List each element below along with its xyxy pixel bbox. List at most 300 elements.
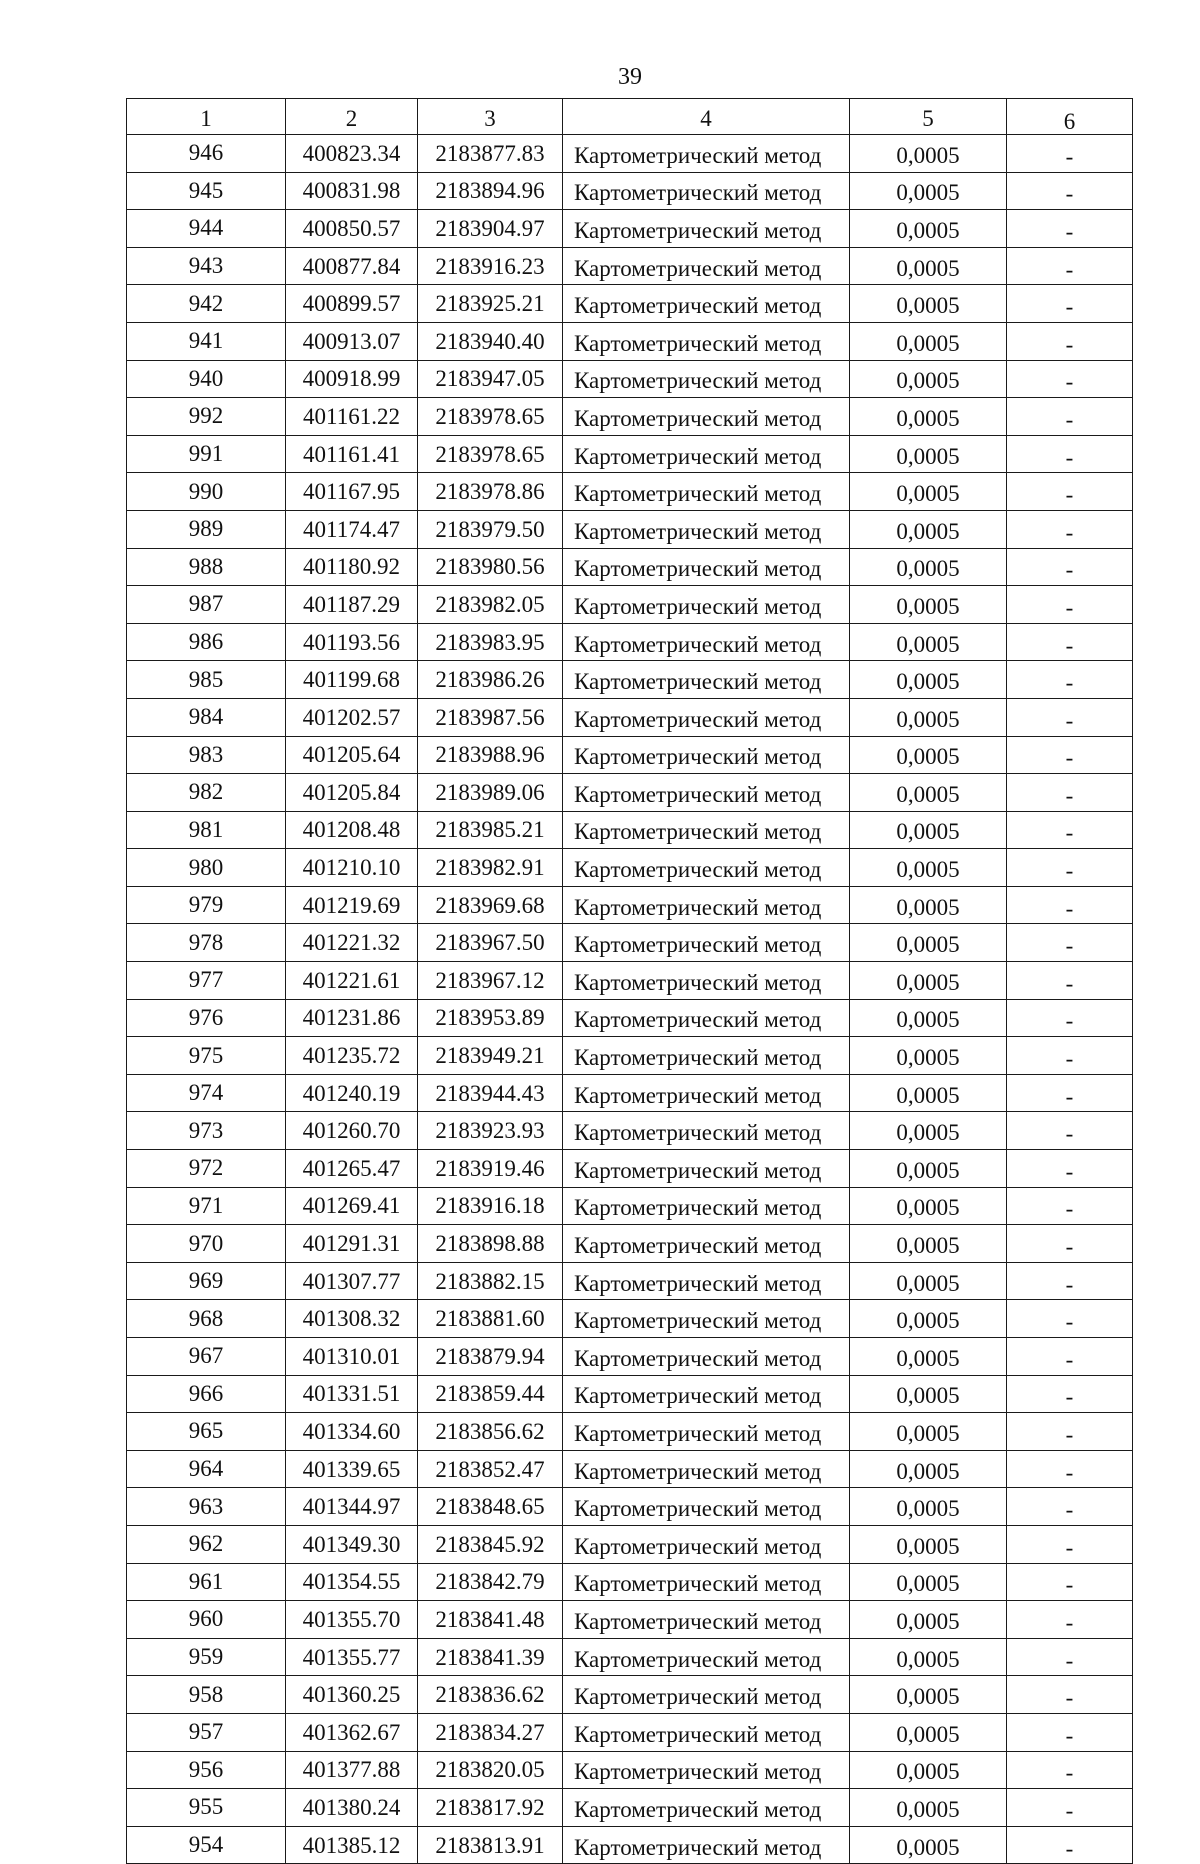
y-coordinate-cell: 2183988.96 (418, 736, 563, 774)
point-number-cell: 991 (127, 435, 286, 473)
note-cell: - (1007, 1338, 1133, 1376)
point-number-cell: 967 (127, 1338, 286, 1376)
point-number-cell: 955 (127, 1789, 286, 1827)
method-cell: Картометрический метод (563, 398, 850, 436)
method-cell: Картометрический метод (563, 510, 850, 548)
y-coordinate-cell: 2183834.27 (418, 1713, 563, 1751)
page-number: 39 (618, 64, 642, 90)
accuracy-cell: 0,0005 (850, 398, 1007, 436)
point-number-cell: 971 (127, 1187, 286, 1225)
y-coordinate-cell: 2183813.91 (418, 1826, 563, 1864)
table-row (127, 435, 1133, 473)
note-cell: - (1007, 398, 1133, 436)
point-number-cell: 988 (127, 548, 286, 586)
table-row (127, 398, 1133, 436)
note-cell: - (1007, 623, 1133, 661)
table-row (127, 586, 1133, 624)
y-coordinate-cell: 2183919.46 (418, 1150, 563, 1188)
table-row (127, 285, 1133, 323)
table-row (127, 1713, 1133, 1751)
table-row (127, 1225, 1133, 1263)
method-cell: Картометрический метод (563, 172, 850, 210)
x-coordinate-cell: 400831.98 (286, 172, 418, 210)
x-coordinate-cell: 400850.57 (286, 210, 418, 248)
note-cell: - (1007, 1225, 1133, 1263)
note-cell: - (1007, 999, 1133, 1037)
point-number-cell: 975 (127, 1037, 286, 1075)
note-cell: - (1007, 1563, 1133, 1601)
accuracy-cell: 0,0005 (850, 1375, 1007, 1413)
table-row (127, 774, 1133, 812)
x-coordinate-cell: 401269.41 (286, 1187, 418, 1225)
note-cell: - (1007, 1450, 1133, 1488)
note-cell: - (1007, 1375, 1133, 1413)
table-row (127, 1074, 1133, 1112)
table-row (127, 135, 1133, 173)
x-coordinate-cell: 401208.48 (286, 811, 418, 849)
method-cell: Картометрический метод (563, 1225, 850, 1263)
x-coordinate-cell: 401221.61 (286, 962, 418, 1000)
coordinates-table (126, 98, 1133, 1864)
method-cell: Картометрический метод (563, 886, 850, 924)
x-coordinate-cell: 401307.77 (286, 1262, 418, 1300)
point-number-cell: 962 (127, 1525, 286, 1563)
point-number-cell: 985 (127, 661, 286, 699)
table-row (127, 1338, 1133, 1376)
table-row (127, 510, 1133, 548)
method-cell: Картометрический метод (563, 1074, 850, 1112)
x-coordinate-cell: 401355.77 (286, 1638, 418, 1676)
x-coordinate-cell: 401235.72 (286, 1037, 418, 1075)
accuracy-cell: 0,0005 (850, 736, 1007, 774)
table-row (127, 210, 1133, 248)
table-row (127, 322, 1133, 360)
accuracy-cell: 0,0005 (850, 1037, 1007, 1075)
accuracy-cell: 0,0005 (850, 886, 1007, 924)
accuracy-cell: 0,0005 (850, 1150, 1007, 1188)
y-coordinate-cell: 2183987.56 (418, 698, 563, 736)
x-coordinate-cell: 401221.32 (286, 924, 418, 962)
method-cell: Картометрический метод (563, 360, 850, 398)
method-cell: Картометрический метод (563, 811, 850, 849)
x-coordinate-cell: 401310.01 (286, 1338, 418, 1376)
y-coordinate-cell: 2183882.15 (418, 1262, 563, 1300)
point-number-cell: 942 (127, 285, 286, 323)
method-cell: Картометрический метод (563, 1525, 850, 1563)
x-coordinate-cell: 401360.25 (286, 1676, 418, 1714)
point-number-cell: 968 (127, 1300, 286, 1338)
point-number-cell: 958 (127, 1676, 286, 1714)
y-coordinate-cell: 2183817.92 (418, 1789, 563, 1827)
note-cell: - (1007, 811, 1133, 849)
x-coordinate-cell: 401205.84 (286, 774, 418, 812)
note-cell: - (1007, 1751, 1133, 1789)
point-number-cell: 946 (127, 135, 286, 173)
x-coordinate-cell: 401193.56 (286, 623, 418, 661)
note-cell: - (1007, 1676, 1133, 1714)
method-cell: Картометрический метод (563, 1826, 850, 1864)
method-cell: Картометрический метод (563, 1450, 850, 1488)
y-coordinate-cell: 2183986.26 (418, 661, 563, 699)
method-cell: Картометрический метод (563, 1338, 850, 1376)
note-cell: - (1007, 698, 1133, 736)
point-number-cell: 973 (127, 1112, 286, 1150)
x-coordinate-cell: 400913.07 (286, 322, 418, 360)
accuracy-cell: 0,0005 (850, 1638, 1007, 1676)
point-number-cell: 944 (127, 210, 286, 248)
point-number-cell: 976 (127, 999, 286, 1037)
point-number-cell: 987 (127, 586, 286, 624)
method-cell: Картометрический метод (563, 586, 850, 624)
method-cell: Картометрический метод (563, 1300, 850, 1338)
point-number-cell: 992 (127, 398, 286, 436)
x-coordinate-cell: 401291.31 (286, 1225, 418, 1263)
point-number-cell: 957 (127, 1713, 286, 1751)
y-coordinate-cell: 2183898.88 (418, 1225, 563, 1263)
method-cell: Картометрический метод (563, 135, 850, 173)
method-cell: Картометрический метод (563, 1751, 850, 1789)
note-cell: - (1007, 210, 1133, 248)
x-coordinate-cell: 400823.34 (286, 135, 418, 173)
note-cell: - (1007, 1713, 1133, 1751)
method-cell: Картометрический метод (563, 774, 850, 812)
accuracy-cell: 0,0005 (850, 473, 1007, 511)
y-coordinate-cell: 2183980.56 (418, 548, 563, 586)
note-cell: - (1007, 924, 1133, 962)
note-cell: - (1007, 322, 1133, 360)
point-number-cell: 943 (127, 247, 286, 285)
table-row (127, 1262, 1133, 1300)
table-row (127, 1488, 1133, 1526)
accuracy-cell: 0,0005 (850, 849, 1007, 887)
y-coordinate-cell: 2183842.79 (418, 1563, 563, 1601)
method-cell: Картометрический метод (563, 698, 850, 736)
point-number-cell: 954 (127, 1826, 286, 1864)
table-row (127, 849, 1133, 887)
accuracy-cell: 0,0005 (850, 924, 1007, 962)
point-number-cell: 986 (127, 623, 286, 661)
accuracy-cell: 0,0005 (850, 1074, 1007, 1112)
point-number-cell: 969 (127, 1262, 286, 1300)
accuracy-cell: 0,0005 (850, 774, 1007, 812)
point-number-cell: 983 (127, 736, 286, 774)
note-cell: - (1007, 1187, 1133, 1225)
accuracy-cell: 0,0005 (850, 1789, 1007, 1827)
y-coordinate-cell: 2183852.47 (418, 1450, 563, 1488)
note-cell: - (1007, 1262, 1133, 1300)
x-coordinate-cell: 401377.88 (286, 1751, 418, 1789)
note-cell: - (1007, 135, 1133, 173)
x-coordinate-cell: 401210.10 (286, 849, 418, 887)
method-cell: Картометрический метод (563, 999, 850, 1037)
table-row (127, 1375, 1133, 1413)
method-cell: Картометрический метод (563, 1563, 850, 1601)
method-cell: Картометрический метод (563, 1112, 850, 1150)
accuracy-cell: 0,0005 (850, 1601, 1007, 1639)
table-row (127, 1300, 1133, 1338)
accuracy-cell: 0,0005 (850, 1488, 1007, 1526)
method-cell: Картометрический метод (563, 661, 850, 699)
accuracy-cell: 0,0005 (850, 548, 1007, 586)
note-cell: - (1007, 172, 1133, 210)
point-number-cell: 960 (127, 1601, 286, 1639)
x-coordinate-cell: 401202.57 (286, 698, 418, 736)
note-cell: - (1007, 1826, 1133, 1864)
table-row (127, 1413, 1133, 1451)
table-row (127, 548, 1133, 586)
note-cell: - (1007, 1300, 1133, 1338)
x-coordinate-cell: 401260.70 (286, 1112, 418, 1150)
y-coordinate-cell: 2183916.23 (418, 247, 563, 285)
accuracy-cell: 0,0005 (850, 698, 1007, 736)
header-row (127, 99, 1133, 135)
column-header-1: 1 (127, 99, 286, 135)
method-cell: Картометрический метод (563, 548, 850, 586)
note-cell: - (1007, 1789, 1133, 1827)
column-header-6: 6 (1007, 99, 1133, 135)
accuracy-cell: 0,0005 (850, 811, 1007, 849)
table-row (127, 924, 1133, 962)
x-coordinate-cell: 401344.97 (286, 1488, 418, 1526)
method-cell: Картометрический метод (563, 473, 850, 511)
table-row (127, 1676, 1133, 1714)
x-coordinate-cell: 401161.22 (286, 398, 418, 436)
point-number-cell: 980 (127, 849, 286, 887)
method-cell: Картометрический метод (563, 1713, 850, 1751)
y-coordinate-cell: 2183989.06 (418, 774, 563, 812)
x-coordinate-cell: 400899.57 (286, 285, 418, 323)
accuracy-cell: 0,0005 (850, 1713, 1007, 1751)
x-coordinate-cell: 401219.69 (286, 886, 418, 924)
y-coordinate-cell: 2183978.86 (418, 473, 563, 511)
table-row (127, 1789, 1133, 1827)
table-row (127, 661, 1133, 699)
accuracy-cell: 0,0005 (850, 1112, 1007, 1150)
x-coordinate-cell: 401349.30 (286, 1525, 418, 1563)
point-number-cell: 982 (127, 774, 286, 812)
method-cell: Картометрический метод (563, 924, 850, 962)
accuracy-cell: 0,0005 (850, 1676, 1007, 1714)
point-number-cell: 956 (127, 1751, 286, 1789)
x-coordinate-cell: 401167.95 (286, 473, 418, 511)
y-coordinate-cell: 2183881.60 (418, 1300, 563, 1338)
accuracy-cell: 0,0005 (850, 1262, 1007, 1300)
method-cell: Картометрический метод (563, 322, 850, 360)
note-cell: - (1007, 586, 1133, 624)
point-number-cell: 972 (127, 1150, 286, 1188)
table-row (127, 1751, 1133, 1789)
table-row (127, 1187, 1133, 1225)
note-cell: - (1007, 247, 1133, 285)
accuracy-cell: 0,0005 (850, 322, 1007, 360)
column-header-2: 2 (286, 99, 418, 135)
y-coordinate-cell: 2183925.21 (418, 285, 563, 323)
method-cell: Картометрический метод (563, 1413, 850, 1451)
point-number-cell: 959 (127, 1638, 286, 1676)
y-coordinate-cell: 2183967.50 (418, 924, 563, 962)
note-cell: - (1007, 510, 1133, 548)
table-row (127, 360, 1133, 398)
point-number-cell: 965 (127, 1413, 286, 1451)
point-number-cell: 966 (127, 1375, 286, 1413)
method-cell: Картометрический метод (563, 1375, 850, 1413)
method-cell: Картометрический метод (563, 1676, 850, 1714)
note-cell: - (1007, 1413, 1133, 1451)
column-header-3: 3 (418, 99, 563, 135)
accuracy-cell: 0,0005 (850, 962, 1007, 1000)
note-cell: - (1007, 1112, 1133, 1150)
y-coordinate-cell: 2183978.65 (418, 398, 563, 436)
point-number-cell: 984 (127, 698, 286, 736)
point-number-cell: 990 (127, 473, 286, 511)
table-row (127, 1563, 1133, 1601)
x-coordinate-cell: 400877.84 (286, 247, 418, 285)
accuracy-cell: 0,0005 (850, 135, 1007, 173)
table-row (127, 172, 1133, 210)
table-row (127, 1826, 1133, 1864)
accuracy-cell: 0,0005 (850, 1413, 1007, 1451)
note-cell: - (1007, 360, 1133, 398)
point-number-cell: 989 (127, 510, 286, 548)
point-number-cell: 963 (127, 1488, 286, 1526)
method-cell: Картометрический метод (563, 210, 850, 248)
point-number-cell: 978 (127, 924, 286, 962)
method-cell: Картометрический метод (563, 1150, 850, 1188)
y-coordinate-cell: 2183877.83 (418, 135, 563, 173)
accuracy-cell: 0,0005 (850, 247, 1007, 285)
table-row (127, 1525, 1133, 1563)
point-number-cell: 945 (127, 172, 286, 210)
y-coordinate-cell: 2183982.05 (418, 586, 563, 624)
y-coordinate-cell: 2183969.68 (418, 886, 563, 924)
x-coordinate-cell: 401174.47 (286, 510, 418, 548)
note-cell: - (1007, 886, 1133, 924)
note-cell: - (1007, 473, 1133, 511)
y-coordinate-cell: 2183894.96 (418, 172, 563, 210)
point-number-cell: 981 (127, 811, 286, 849)
y-coordinate-cell: 2183923.93 (418, 1112, 563, 1150)
note-cell: - (1007, 1525, 1133, 1563)
accuracy-cell: 0,0005 (850, 661, 1007, 699)
x-coordinate-cell: 401180.92 (286, 548, 418, 586)
y-coordinate-cell: 2183979.50 (418, 510, 563, 548)
x-coordinate-cell: 401354.55 (286, 1563, 418, 1601)
method-cell: Картометрический метод (563, 962, 850, 1000)
method-cell: Картометрический метод (563, 247, 850, 285)
x-coordinate-cell: 400918.99 (286, 360, 418, 398)
point-number-cell: 970 (127, 1225, 286, 1263)
note-cell: - (1007, 962, 1133, 1000)
y-coordinate-cell: 2183879.94 (418, 1338, 563, 1376)
accuracy-cell: 0,0005 (850, 285, 1007, 323)
note-cell: - (1007, 849, 1133, 887)
column-header-4: 4 (563, 99, 850, 135)
note-cell: - (1007, 1037, 1133, 1075)
accuracy-cell: 0,0005 (850, 1525, 1007, 1563)
accuracy-cell: 0,0005 (850, 1338, 1007, 1376)
y-coordinate-cell: 2183982.91 (418, 849, 563, 887)
y-coordinate-cell: 2183940.40 (418, 322, 563, 360)
note-cell: - (1007, 1150, 1133, 1188)
x-coordinate-cell: 401308.32 (286, 1300, 418, 1338)
table-row (127, 1638, 1133, 1676)
y-coordinate-cell: 2183947.05 (418, 360, 563, 398)
x-coordinate-cell: 401339.65 (286, 1450, 418, 1488)
point-number-cell: 940 (127, 360, 286, 398)
table-row (127, 886, 1133, 924)
table-row (127, 1150, 1133, 1188)
point-number-cell: 979 (127, 886, 286, 924)
table-row (127, 247, 1133, 285)
y-coordinate-cell: 2183904.97 (418, 210, 563, 248)
note-cell: - (1007, 774, 1133, 812)
method-cell: Картометрический метод (563, 736, 850, 774)
table-row (127, 623, 1133, 661)
table-row (127, 698, 1133, 736)
note-cell: - (1007, 661, 1133, 699)
y-coordinate-cell: 2183953.89 (418, 999, 563, 1037)
x-coordinate-cell: 401240.19 (286, 1074, 418, 1112)
x-coordinate-cell: 401265.47 (286, 1150, 418, 1188)
column-header-5: 5 (850, 99, 1007, 135)
y-coordinate-cell: 2183859.44 (418, 1375, 563, 1413)
table-row (127, 811, 1133, 849)
method-cell: Картометрический метод (563, 623, 850, 661)
x-coordinate-cell: 401362.67 (286, 1713, 418, 1751)
accuracy-cell: 0,0005 (850, 1826, 1007, 1864)
accuracy-cell: 0,0005 (850, 623, 1007, 661)
x-coordinate-cell: 401161.41 (286, 435, 418, 473)
y-coordinate-cell: 2183836.62 (418, 1676, 563, 1714)
accuracy-cell: 0,0005 (850, 435, 1007, 473)
method-cell: Картометрический метод (563, 1262, 850, 1300)
accuracy-cell: 0,0005 (850, 1563, 1007, 1601)
x-coordinate-cell: 401231.86 (286, 999, 418, 1037)
accuracy-cell: 0,0005 (850, 210, 1007, 248)
point-number-cell: 941 (127, 322, 286, 360)
y-coordinate-cell: 2183983.95 (418, 623, 563, 661)
note-cell: - (1007, 435, 1133, 473)
accuracy-cell: 0,0005 (850, 1300, 1007, 1338)
x-coordinate-cell: 401205.64 (286, 736, 418, 774)
table-row (127, 1601, 1133, 1639)
method-cell: Картометрический метод (563, 1601, 850, 1639)
accuracy-cell: 0,0005 (850, 1187, 1007, 1225)
table-row (127, 473, 1133, 511)
table-row (127, 736, 1133, 774)
accuracy-cell: 0,0005 (850, 999, 1007, 1037)
x-coordinate-cell: 401355.70 (286, 1601, 418, 1639)
y-coordinate-cell: 2183841.39 (418, 1638, 563, 1676)
note-cell: - (1007, 1601, 1133, 1639)
accuracy-cell: 0,0005 (850, 1450, 1007, 1488)
point-number-cell: 974 (127, 1074, 286, 1112)
table-row (127, 1037, 1133, 1075)
y-coordinate-cell: 2183916.18 (418, 1187, 563, 1225)
accuracy-cell: 0,0005 (850, 1751, 1007, 1789)
table-body (127, 135, 1133, 1864)
method-cell: Картометрический метод (563, 1638, 850, 1676)
x-coordinate-cell: 401334.60 (286, 1413, 418, 1451)
table-header (127, 99, 1133, 135)
method-cell: Картометрический метод (563, 285, 850, 323)
y-coordinate-cell: 2183985.21 (418, 811, 563, 849)
note-cell: - (1007, 285, 1133, 323)
note-cell: - (1007, 1638, 1133, 1676)
table-row (127, 962, 1133, 1000)
note-cell: - (1007, 736, 1133, 774)
note-cell: - (1007, 1074, 1133, 1112)
